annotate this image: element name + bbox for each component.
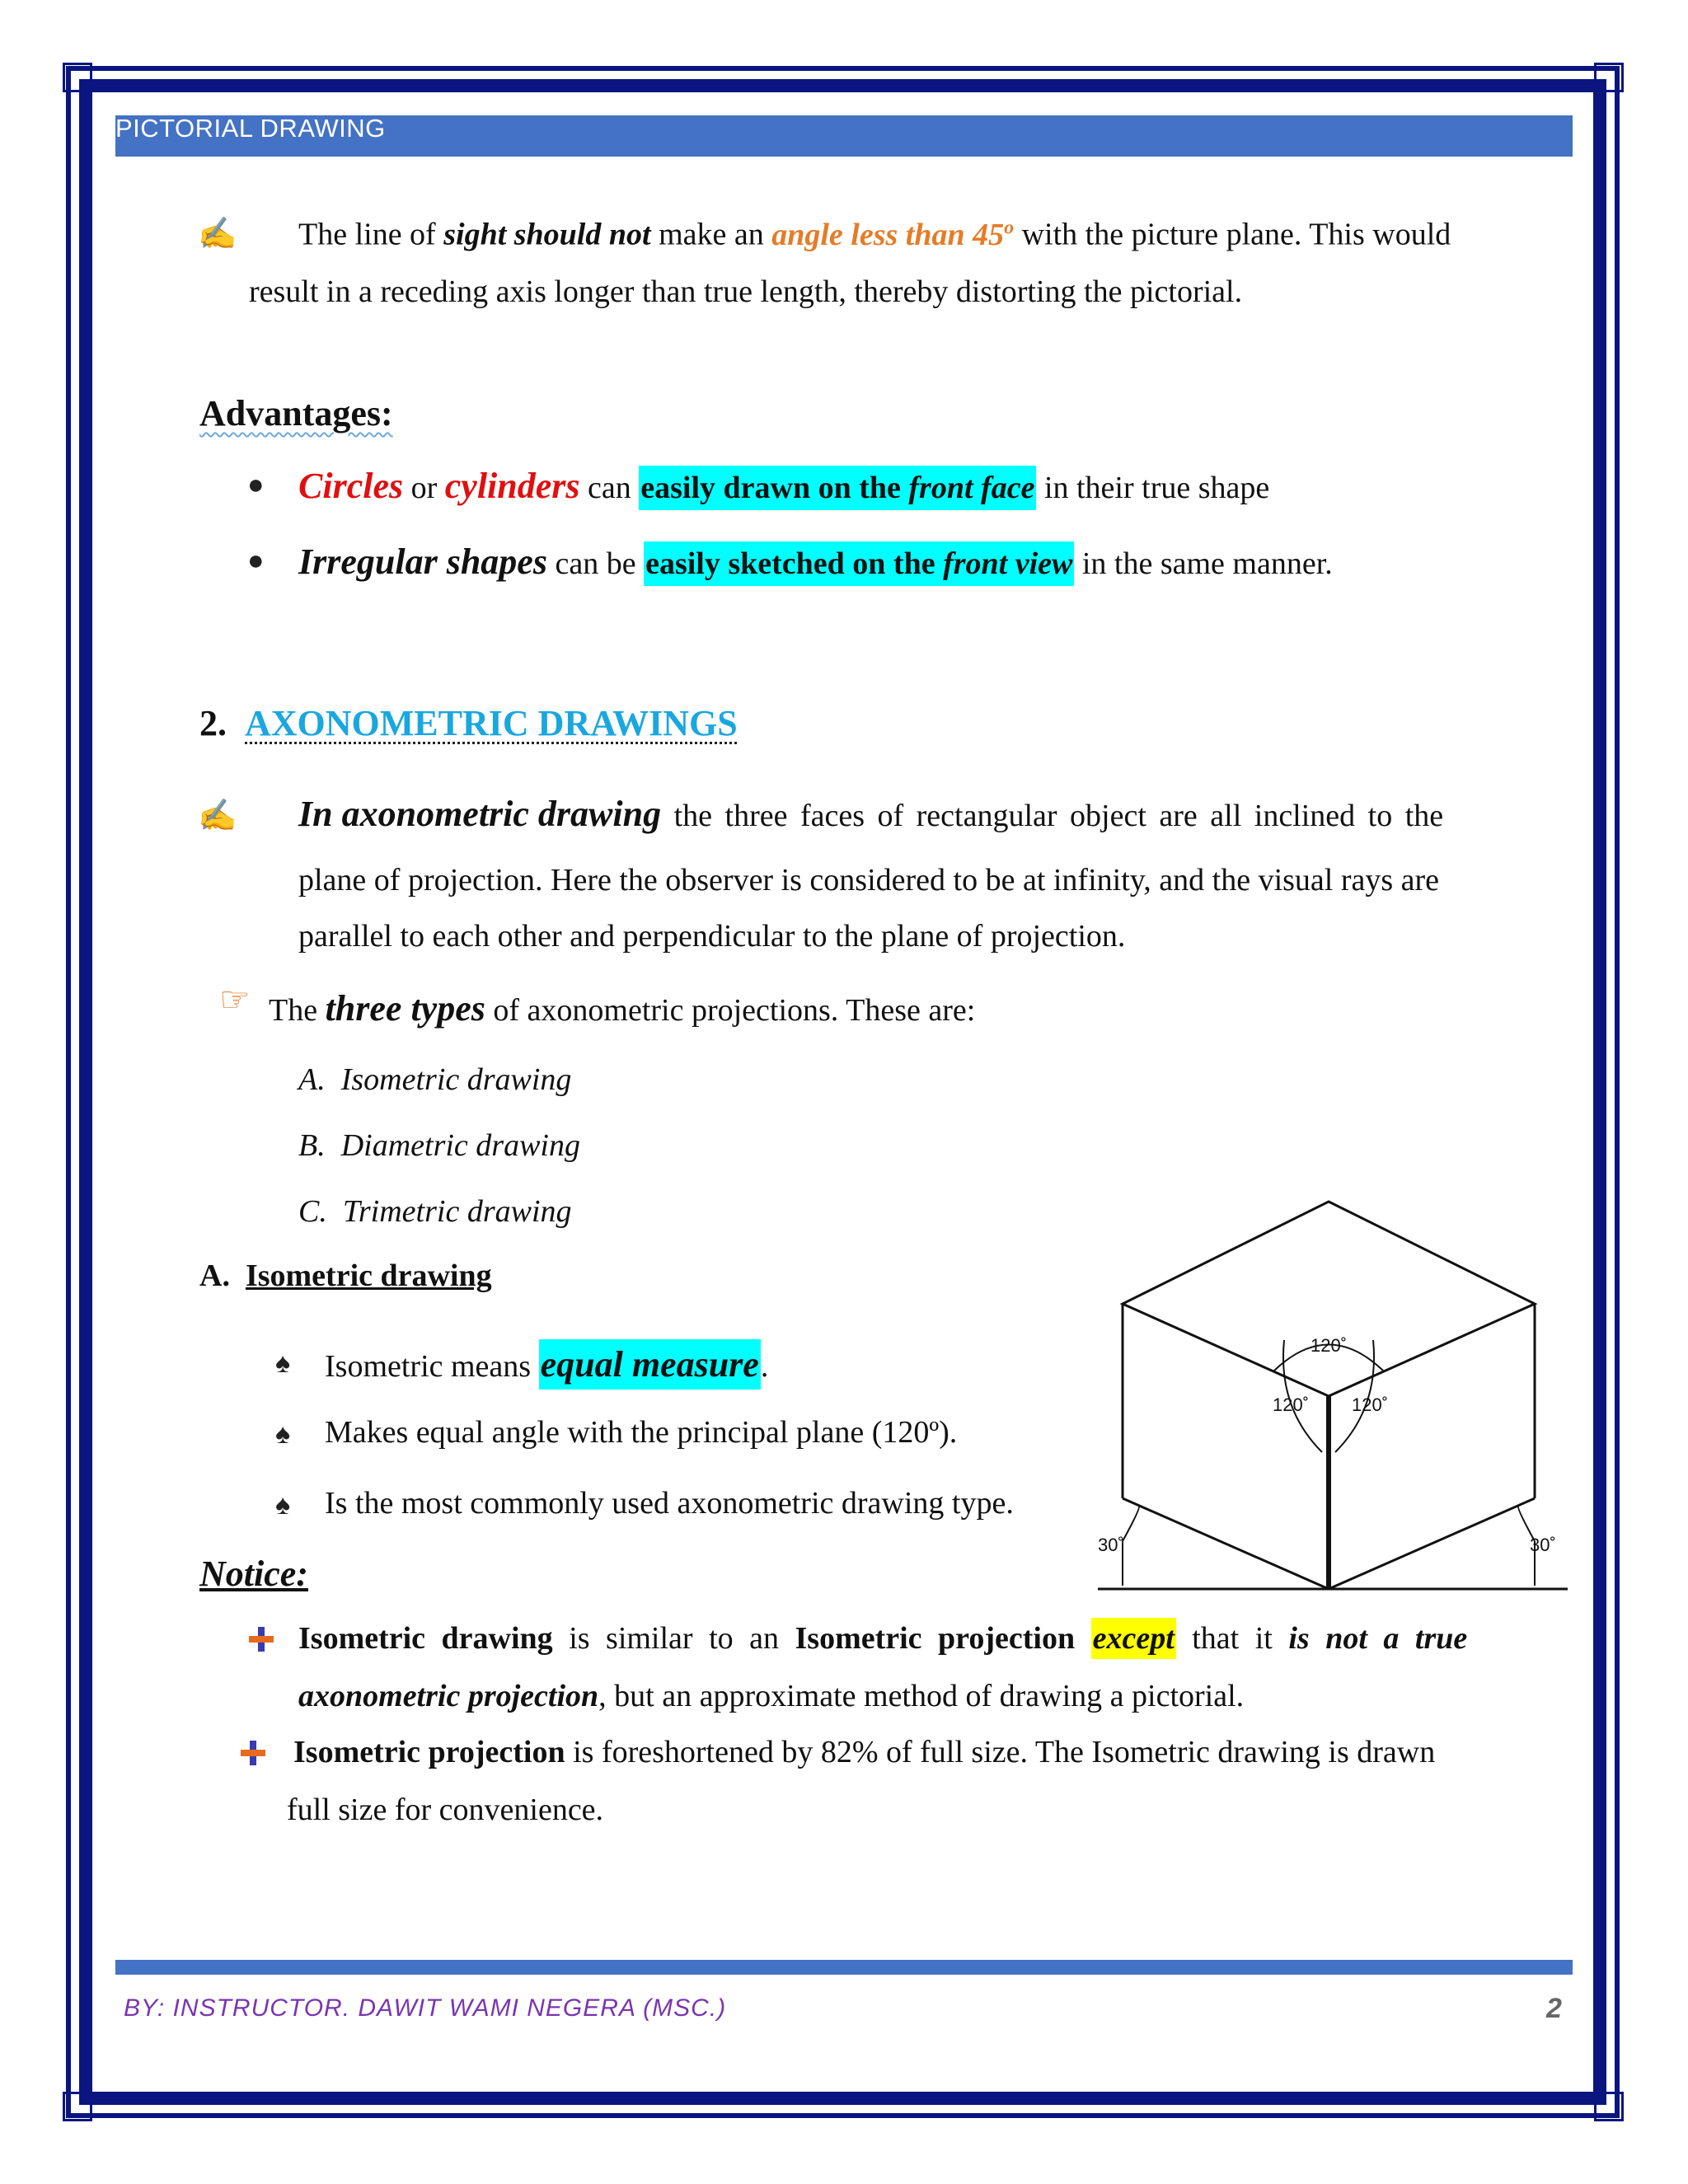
axo-line-1 [298,793,1485,837]
degree-sup: o [1004,217,1015,238]
footer-bar [115,1960,1573,1975]
text: . [760,1349,769,1384]
axo-line-2: plane of projection. Here the observer is considered to be at infinity, and the visual rays are [298,863,1440,898]
text: make an [650,217,772,252]
isometric-heading [199,1258,492,1296]
bullet-icon: ● [247,470,265,500]
text: in the same manner. [1074,546,1333,581]
text: axonometric projection [298,1679,599,1713]
orange-emphasis [771,218,1014,252]
isometric-cube-figure [1086,1195,1573,1591]
corner-ornament [1594,63,1624,92]
letter: C. [298,1194,327,1229]
cyan-highlight [639,466,1036,510]
notice-item-2 [293,1734,1435,1772]
type-item-b [298,1127,580,1165]
letter: B. [298,1128,326,1163]
text: Circles [298,466,404,506]
text: Isometric drawing [340,1062,572,1097]
text: Isometric projection [795,1621,1076,1656]
heading-text: Advantages: [199,393,393,434]
iso-bullet-3: Is the most commonly used axonometric drawing type. [325,1486,1014,1521]
writing-hand-icon: ✍ [198,217,237,251]
text: Irregular shapes [298,541,547,582]
angle-label-bottom-left: 30˚ [1098,1535,1124,1555]
spade-icon: ♠ [275,1419,291,1450]
footer-author: BY: INSTRUCTOR. DAWIT WAMI NEGERA (MSC.) [124,1994,727,2022]
iso-bullet-2: Makes equal angle with the principal plane (120º). [325,1415,958,1450]
advantage-item-1 [298,465,1269,509]
advantage-item-2 [298,541,1333,584]
text: Isometric projection [293,1735,565,1769]
text: or [403,471,445,505]
angle-label-top: 120˚ [1311,1335,1348,1356]
angle-label-bottom-right: 30˚ [1530,1535,1556,1555]
cube-edge-bottom-left [1123,1498,1329,1589]
corner-ornament [1594,2092,1624,2121]
section-2-heading [199,702,738,746]
text: Diametric drawing [340,1128,580,1163]
plus-icon [247,1625,275,1653]
angle-label-right: 120˚ [1352,1394,1389,1415]
text: the three faces of rectangular object are all inclined to the [661,799,1444,833]
iso-bullet-1 [325,1343,768,1387]
pointing-hand-icon: ☞ [219,982,251,1019]
emphasis: sight should not [443,217,651,252]
text: is not a true [1288,1621,1468,1656]
text: can be [546,546,645,581]
header-title: PICTORIAL DRAWING [115,114,386,143]
intro-line-1 [298,216,1451,254]
type-item-a [298,1062,571,1099]
text: , but an approximate method of drawing a pictorial. [598,1679,1245,1713]
text: The [269,993,326,1028]
three-types-line [269,987,975,1031]
text: Isometric drawing [298,1621,553,1656]
letter: A. [199,1258,230,1293]
notice-item-1-line-2 [298,1678,1244,1716]
notice-item-1 [298,1620,1467,1658]
angle-label-left: 120˚ [1273,1394,1310,1415]
cube-edge-bottom-right [1329,1498,1535,1589]
text: Trimetric drawing [342,1194,572,1229]
plus-icon [239,1739,267,1767]
notice-item-2-line-2: full size for convenience. [287,1793,604,1827]
emphasis: three types [325,988,485,1029]
spade-icon: ♠ [275,1348,291,1379]
spade-icon: ♠ [275,1490,291,1521]
cyan-highlight [644,541,1074,586]
axo-line-3: parallel to each other and perpendicular to the plane of projection. [298,919,1126,954]
text: is similar to an [552,1621,795,1656]
text: angle less than 45 [771,217,1005,252]
text: front face [908,471,1035,505]
text [1075,1621,1091,1656]
text: easily sketched on the [645,546,944,581]
corner-ornament [63,2092,92,2121]
section-title: AXONOMETRIC DRAWINGS [245,703,738,743]
text: is foreshortened by 82% of full size. The Isometric drawing is drawn [565,1735,1436,1769]
letter: A. [298,1062,326,1097]
plus-horizontal [241,1750,265,1756]
writing-hand-icon: ✍ [198,799,237,833]
plus-horizontal [249,1636,274,1643]
text: Isometric means [325,1349,539,1384]
text: easily drawn on the [640,471,909,505]
advantages-heading [199,392,393,436]
page-number: 2 [1546,1993,1562,2024]
type-item-c [298,1193,572,1231]
arc-bottom-left [1123,1506,1139,1541]
text: The line of [298,217,444,252]
text: cylinders [444,466,580,506]
text: in their true shape [1036,471,1270,505]
cube-top-face [1123,1202,1535,1396]
text: of axonometric projections. These are: [485,993,976,1028]
section-number: 2. [199,703,227,743]
heading-text: Notice: [199,1554,308,1594]
text: that it [1175,1621,1289,1656]
yellow-highlight: except [1091,1618,1176,1659]
corner-ornament [63,63,92,92]
cyan-highlight: equal measure [539,1339,761,1390]
notice-heading [199,1553,308,1596]
lead-text: In axonometric drawing [298,794,662,834]
text: front view [943,546,1073,581]
intro-line-2: result in a receding axis longer than true length, thereby distorting the pictorial. [249,274,1243,309]
bullet-icon: ● [247,546,265,576]
heading-text: Isometric drawing [245,1258,492,1293]
text: with the picture plane. This would [1014,217,1451,252]
text: can [579,471,640,505]
